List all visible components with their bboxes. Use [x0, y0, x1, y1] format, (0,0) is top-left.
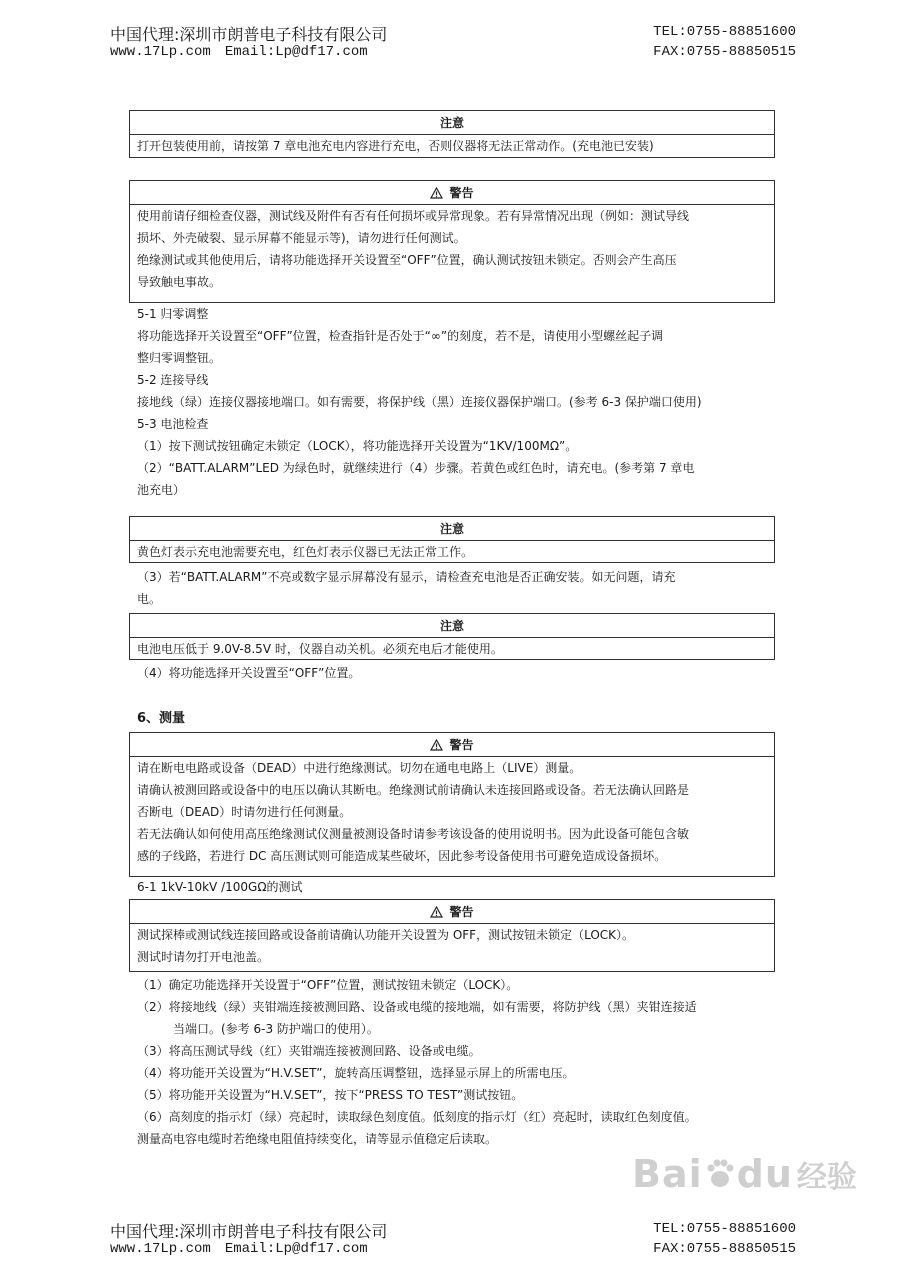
paragraph-line: 整归零调整钮。	[137, 351, 222, 365]
footer-tel: TEL:0755-88851600	[653, 1221, 796, 1237]
warning-header	[130, 900, 774, 924]
warning-box-1	[129, 180, 775, 303]
warning-line: 绝缘测试或其他使用后，请将功能选择开关设置至“OFF”位置，确认测试按钮未锁定。否则会产生高压	[137, 253, 677, 267]
header-website[interactable]: www.17Lp.com	[110, 44, 211, 60]
notice-box-3	[129, 613, 775, 660]
warning-line: 否断电（DEAD）时请勿进行任何测量。	[137, 805, 352, 819]
notice-text: 黄色灯表示充电池需要充电，红色灯表示仪器已无法正常工作。	[137, 545, 474, 559]
footer-website[interactable]: www.17Lp.com	[110, 1241, 211, 1257]
section-heading: 5-1 归零调整	[137, 307, 209, 321]
notice-box-2	[129, 516, 775, 563]
warning-title: 警告	[449, 905, 474, 919]
warning-header	[130, 181, 774, 205]
paw-icon	[703, 1157, 737, 1191]
notice-box-1	[129, 110, 775, 158]
notice-title: 注意	[130, 517, 774, 541]
step-line: （1）确定功能选择开关设置于“OFF”位置，测试按钮未锁定（LOCK）。	[137, 978, 519, 992]
footer-contact	[110, 1241, 368, 1257]
warning-box-3	[129, 899, 775, 972]
warning-title: 警告	[449, 738, 474, 752]
paragraph-line: （1）按下测试按钮确定未锁定（LOCK），将功能选择开关设置为“1KV/100MΩ”。	[137, 439, 578, 453]
section-heading: 5-2 连接导线	[137, 373, 209, 387]
section-heading: 6-1 1kV-10kV /100GΩ的测试	[137, 880, 303, 894]
warning-title: 警告	[449, 186, 474, 200]
baidu-watermark-logo	[632, 1152, 857, 1196]
header-email[interactable]: Email:Lp@df17.com	[224, 44, 368, 60]
paragraph-line: （3）若“BATT.ALARM”不亮或数字显示屏幕没有显示，请检查充电池是否正确安装。如无问题，请充	[137, 570, 676, 584]
footer-email[interactable]: Email:Lp@df17.com	[224, 1241, 368, 1257]
paragraph-line: （4）将功能选择开关设置至“OFF”位置。	[137, 666, 361, 680]
footer-fax: FAX:0755-88850515	[653, 1241, 796, 1257]
warning-triangle-icon	[430, 739, 443, 751]
warning-line: 测试探棒或测试线连接回路或设备前请确认功能开关设置为 OFF，测试按钮未锁定（LOCK）。	[137, 928, 635, 942]
step-line: （6）高刻度的指示灯（绿）亮起时，读取绿色刻度值。低刻度的指示灯（红）亮起时，读取红色刻度值。	[137, 1110, 697, 1124]
step-line: （2）将接地线（绿）夹钳端连接被测回路、设备或电缆的接地端，如有需要，将防护线（黑）夹钳连接适	[137, 1000, 697, 1014]
footer-company: 中国代理:深圳市朗普电子科技有限公司	[110, 1222, 388, 1241]
header-contact	[110, 44, 368, 60]
paragraph-line: 电。	[137, 592, 162, 606]
step-line: （3）将高压测试导线（红）夹钳端连接被测回路、设备或电缆。	[137, 1044, 481, 1058]
warning-line: 请在断电电路或设备（DEAD）中进行绝缘测试。切勿在通电电路上（LIVE）测量。	[137, 761, 582, 775]
step-3-text	[137, 566, 777, 610]
watermark-text: du	[736, 1152, 793, 1196]
header-tel: TEL:0755-88851600	[653, 24, 796, 40]
section-heading: 5-3 电池检查	[137, 417, 209, 431]
paragraph-line: 将功能选择开关设置至“OFF”位置，检查指针是否处于“∞”的刻度，若不是，请使用小型螺丝起子调	[137, 329, 664, 343]
notice-text: 打开包装使用前，请按第 7 章电池充电内容进行充电，否则仪器将无法正常动作。(充电池已安装)	[137, 139, 654, 153]
warning-line: 损坏、外壳破裂、显示屏幕不能显示等)，请勿进行任何测试。	[137, 231, 466, 245]
warning-line: 测试时请勿打开电池盖。	[137, 950, 270, 964]
notice-text: 电池电压低于 9.0V-8.5V 时，仪器自动关机。必须充电后才能使用。	[137, 642, 503, 656]
paragraph-line: 接地线（绿）连接仪器接地端口。如有需要，将保护线（黑）连接仪器保护端口。(参考 6-3 保护端口使用)	[137, 395, 702, 409]
section-6-1-heading	[137, 876, 777, 898]
header-fax: FAX:0755-88850515	[653, 44, 796, 60]
watermark-text: Bai	[632, 1152, 703, 1196]
warning-line: 请确认被测回路或设备中的电压以确认其断电。绝缘测试前请确认未连接回路或设备。若无法确认回路是	[137, 783, 690, 797]
warning-header	[130, 733, 774, 757]
notice-title: 注意	[130, 614, 774, 638]
warning-box-2	[129, 732, 775, 877]
steps-6-1	[137, 974, 777, 1150]
section-6-heading: 6、测量	[137, 711, 186, 726]
warning-line: 若无法确认如何使用高压绝缘测试仪测量被测设备时请参考该设备的使用说明书。因为此设备可能包含敏	[137, 827, 690, 841]
header-company: 中国代理:深圳市朗普电子科技有限公司	[110, 25, 388, 44]
warning-triangle-icon	[430, 187, 443, 199]
step-4-text	[137, 662, 777, 684]
warning-line: 使用前请仔细检查仪器，测试线及附件有否有任何损坏或异常现象。若有异常情况出现（例如：测试导线	[137, 209, 690, 223]
warning-triangle-icon	[430, 906, 443, 918]
paragraph-line: 池充电）	[137, 483, 186, 497]
warning-line: 导致触电事故。	[137, 275, 222, 289]
section-5-text	[137, 303, 777, 501]
paragraph-line: （2）“BATT.ALARM”LED 为绿色时，就继续进行（4）步骤。若黄色或红色时，请充电。(参考第 7 章电	[137, 461, 695, 475]
step-line: （4）将功能开关设置为“H.V.SET”，旋转高压调整钮，选择显示屏上的所需电压。	[137, 1066, 575, 1080]
step-line: 当端口。(参考 6-3 防护端口的使用）。	[173, 1022, 379, 1036]
notice-title: 注意	[130, 111, 774, 135]
watermark-text: 经验	[796, 1160, 857, 1195]
step-line: （5）将功能开关设置为“H.V.SET”，按下“PRESS TO TEST”测试按钮。	[137, 1088, 524, 1102]
warning-line: 感的子线路，若进行 DC 高压测试则可能造成某些破坏，因此参考设备使用书可避免造成设备损坏。	[137, 849, 667, 863]
step-line: 测量高电容电缆时若绝缘电阻值持续变化，请等显示值稳定后读取。	[137, 1132, 498, 1146]
